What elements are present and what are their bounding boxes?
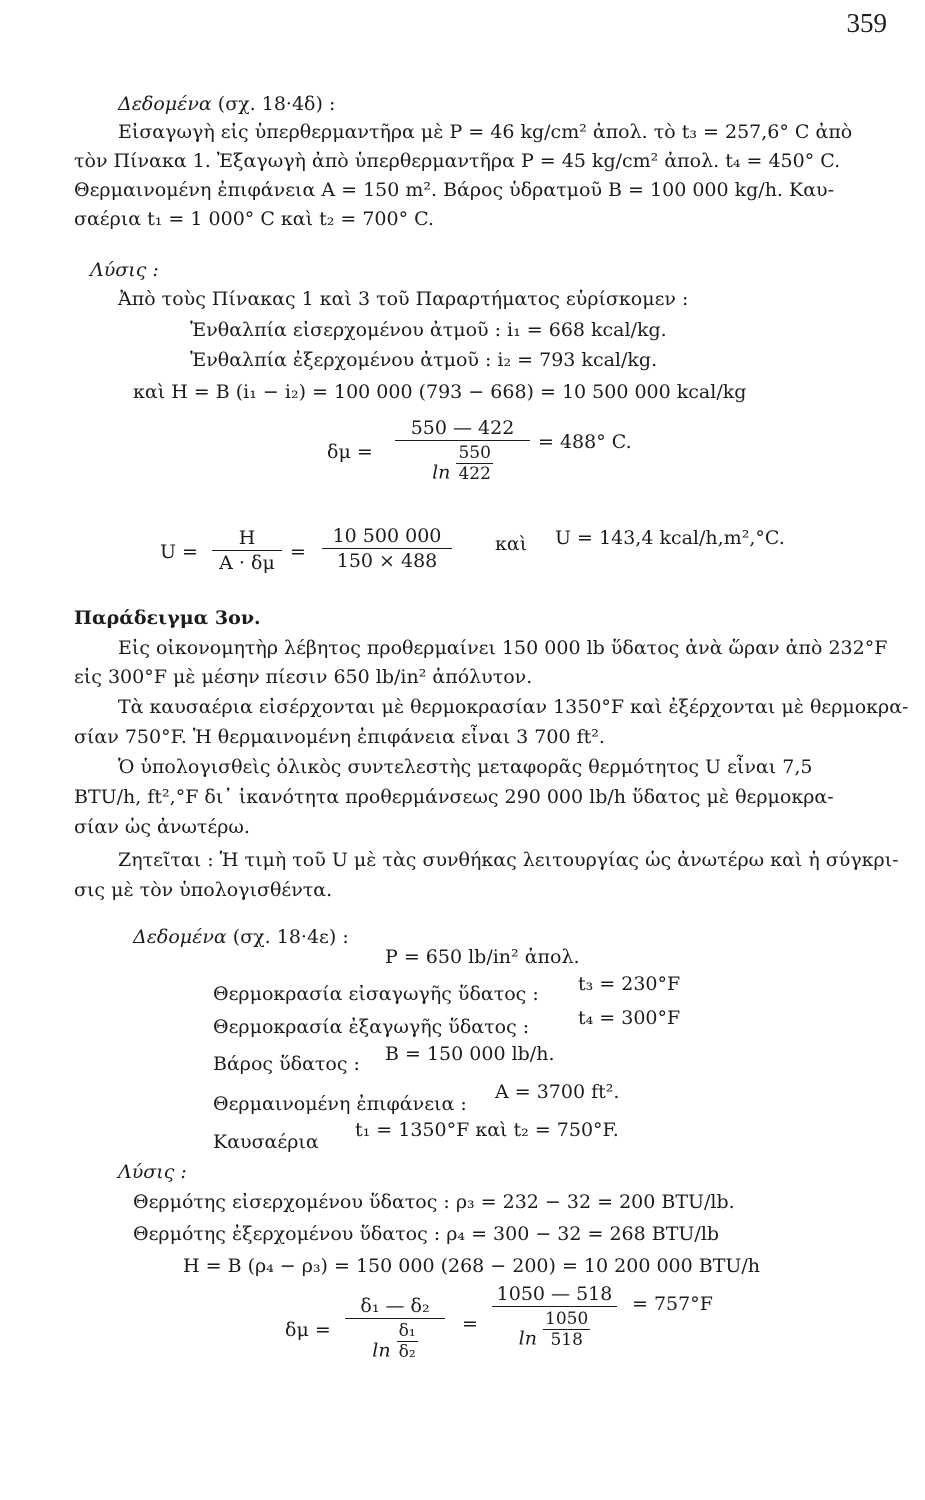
u-fraction-1 xyxy=(212,526,282,575)
solution1-line-1: Ἀπὸ τοὺς Πίνακας 1 καὶ 3 τοῦ Παραρτήματος εὑρίσκομεν : xyxy=(118,288,689,310)
log-mean-denominator-2 xyxy=(345,1318,445,1363)
example-line-5: Ὁ ὑπολογισθεὶς ὁλικὸς συντελεστὴς μεταφορᾶς θερμότητος U εἶναι 7,5 xyxy=(118,756,813,778)
given2-row-4-value: A = 3700 ft². xyxy=(495,1081,620,1103)
log-mean-lhs-1: δμ = xyxy=(327,441,373,463)
log-mean-fraction-3 xyxy=(492,1282,617,1351)
given2-pressure: P = 650 lb/in² ἀπολ. xyxy=(385,946,580,968)
given2-row-3-value: B = 150 000 lb/h. xyxy=(385,1043,555,1065)
u-equals: = xyxy=(290,541,306,563)
given2-row-5-label: Καυσαέρια xyxy=(213,1131,319,1153)
given2-heading-line xyxy=(133,925,349,949)
example-line-4: σίαν 750°F. Ἡ θερμαινομένη ἐπιφάνεια εἶναι 3 700 ft². xyxy=(74,726,605,748)
log-mean-equals-2: = xyxy=(462,1313,478,1335)
example-line-6: BTU/h, ft²,°F δι᾽ ἱκανότητα προθερμάνσεως 290 000 lb/h ὕδατος μὲ θερμοκρα- xyxy=(74,786,834,808)
ln-label-2: ln xyxy=(372,1339,391,1362)
ln-arg-num-3: 1050 xyxy=(545,1309,589,1329)
u-result: U = 143,4 kcal/h,m²,°C. xyxy=(555,527,785,549)
u-fraction-2 xyxy=(322,524,452,573)
given2-row-5-value: t₁ = 1350°F καὶ t₂ = 750°F. xyxy=(355,1119,619,1141)
log-mean-denominator-1 xyxy=(395,440,530,485)
given2-row-3-label: Βάρος ὕδατος : xyxy=(213,1053,360,1075)
log-mean-denominator-3 xyxy=(492,1306,617,1351)
given2-ref: (σχ. 18·4ε) : xyxy=(232,926,349,948)
ln-argument-2 xyxy=(397,1321,418,1362)
page-number: 359 xyxy=(846,8,887,38)
example-line-9: σις μὲ τὸν ὑπολογισθέντα. xyxy=(74,879,333,901)
solution1-line-2: Ἐνθαλπία εἰσερχομένου ἀτμοῦ : i₁ = 668 kcal/kg. xyxy=(190,319,667,341)
log-mean-numerator-1: 550 — 422 xyxy=(410,417,515,439)
ln-arg-num-2: δ₁ xyxy=(398,1321,416,1341)
ln-arg-den-2: δ₂ xyxy=(398,1342,416,1362)
given2-row-4-label: Θερμαινομένη ἐπιφάνεια : xyxy=(213,1093,467,1115)
log-mean-lhs-2: δμ = xyxy=(285,1319,331,1341)
given1-line-3: Θερμαινομένη ἐπιφάνεια A = 150 m². Βάρος ὑδρατμοῦ B = 100 000 kg/h. Καυ- xyxy=(74,179,835,201)
given2-row-2-value: t₄ = 300°F xyxy=(578,1007,681,1029)
given1-line-1: Εἰσαγωγὴ εἰς ὑπερθερμαντῆρα μὲ P = 46 kg/cm² ἀπολ. τὸ t₃ = 257,6° C ἀπὸ xyxy=(118,121,853,143)
u-fraction-1-num: H xyxy=(238,527,256,549)
example-heading: Παράδειγμα 3ον. xyxy=(74,607,261,629)
solution2-line-2: Θερμότης ἐξερχομένου ὕδατος : ρ₄ = 300 − 32 = 268 BTU/lb xyxy=(133,1223,720,1245)
log-mean-result-2: = 757°F xyxy=(632,1293,713,1315)
example-line-1: Εἰς οἰκονομητὴρ λέβητος προθερμαίνει 150 000 lb ὕδατος ἀνὰ ὥραν ἀπὸ 232°F xyxy=(118,637,888,659)
solution2-heading: Λύσις : xyxy=(118,1161,187,1183)
ln-arg-num-1: 550 xyxy=(458,443,491,463)
ln-label-3: ln xyxy=(518,1327,537,1350)
solution1-heading: Λύσις : xyxy=(90,259,159,281)
log-mean-numerator-2: δ₁ — δ₂ xyxy=(360,1295,430,1317)
given2-row-2-label: Θερμοκρασία ἐξαγωγῆς ὕδατος : xyxy=(213,1016,530,1038)
solution1-line-3: Ἐνθαλπία ἐξερχομένου ἀτμοῦ : i₂ = 793 kcal/kg. xyxy=(190,349,658,371)
example-line-8: Ζητεῖται : Ἡ τιμὴ τοῦ U μὲ τὰς συνθήκας λειτουργίας ὡς ἀνωτέρω καὶ ἡ σύγκρι- xyxy=(118,849,899,871)
ln-arg-den-3: 518 xyxy=(543,1329,590,1350)
u-fraction-2-den: 150 × 488 xyxy=(322,548,452,573)
example-line-2: εἰς 300°F μὲ μέσην πίεσιν 650 lb/in² ἀπόλυτον. xyxy=(74,666,533,688)
given2-row-1-label: Θερμοκρασία εἰσαγωγῆς ὕδατος : xyxy=(213,983,539,1005)
given1-heading: Δεδομένα xyxy=(118,93,212,115)
log-mean-fraction-2 xyxy=(345,1294,445,1363)
ln-argument-3 xyxy=(543,1309,590,1350)
u-fraction-2-num: 10 500 000 xyxy=(332,525,442,547)
log-mean-numerator-3: 1050 — 518 xyxy=(496,1283,613,1305)
u-fraction-1-den: A · δμ xyxy=(212,550,282,575)
example-line-3: Τὰ καυσαέρια εἰσέρχονται μὲ θερμοκρασίαν 1350°F καὶ ἐξέρχονται μὲ θερμοκρα- xyxy=(118,696,909,718)
log-mean-fraction-1 xyxy=(395,416,530,485)
log-mean-result-1: = 488° C. xyxy=(538,431,632,453)
given1-line-4: σαέρια t₁ = 1 000° C καὶ t₂ = 700° C. xyxy=(74,208,435,230)
ln-label-1: ln xyxy=(432,461,451,484)
given2-row-1-value: t₃ = 230°F xyxy=(578,973,681,995)
given1-line-2: τὸν Πίνακα 1. Ἐξαγωγὴ ἀπὸ ὑπερθερμαντῆρα P = 45 kg/cm² ἀπολ. t₄ = 450° C. xyxy=(74,150,841,172)
solution2-line-3: H = B (ρ₄ − ρ₃) = 150 000 (268 − 200) = 10 200 000 BTU/h xyxy=(183,1255,761,1277)
solution2-line-1: Θερμότης εἰσερχομένου ὕδατος : ρ₃ = 232 − 32 = 200 BTU/lb. xyxy=(133,1191,735,1213)
u-and: καὶ xyxy=(495,533,528,555)
ln-arg-den-1: 422 xyxy=(458,464,491,484)
given1-heading-line xyxy=(118,92,335,116)
given2-heading: Δεδομένα xyxy=(133,926,227,948)
ln-argument-1 xyxy=(456,443,492,484)
solution1-line-4: καὶ H = B (i₁ − i₂) = 100 000 (793 − 668) = 10 500 000 kcal/kg xyxy=(133,381,747,403)
u-lhs: U = xyxy=(160,541,198,563)
example-line-7: σίαν ὡς ἀνωτέρω. xyxy=(74,816,250,838)
given1-ref: (σχ. 18·4δ) : xyxy=(217,93,336,115)
